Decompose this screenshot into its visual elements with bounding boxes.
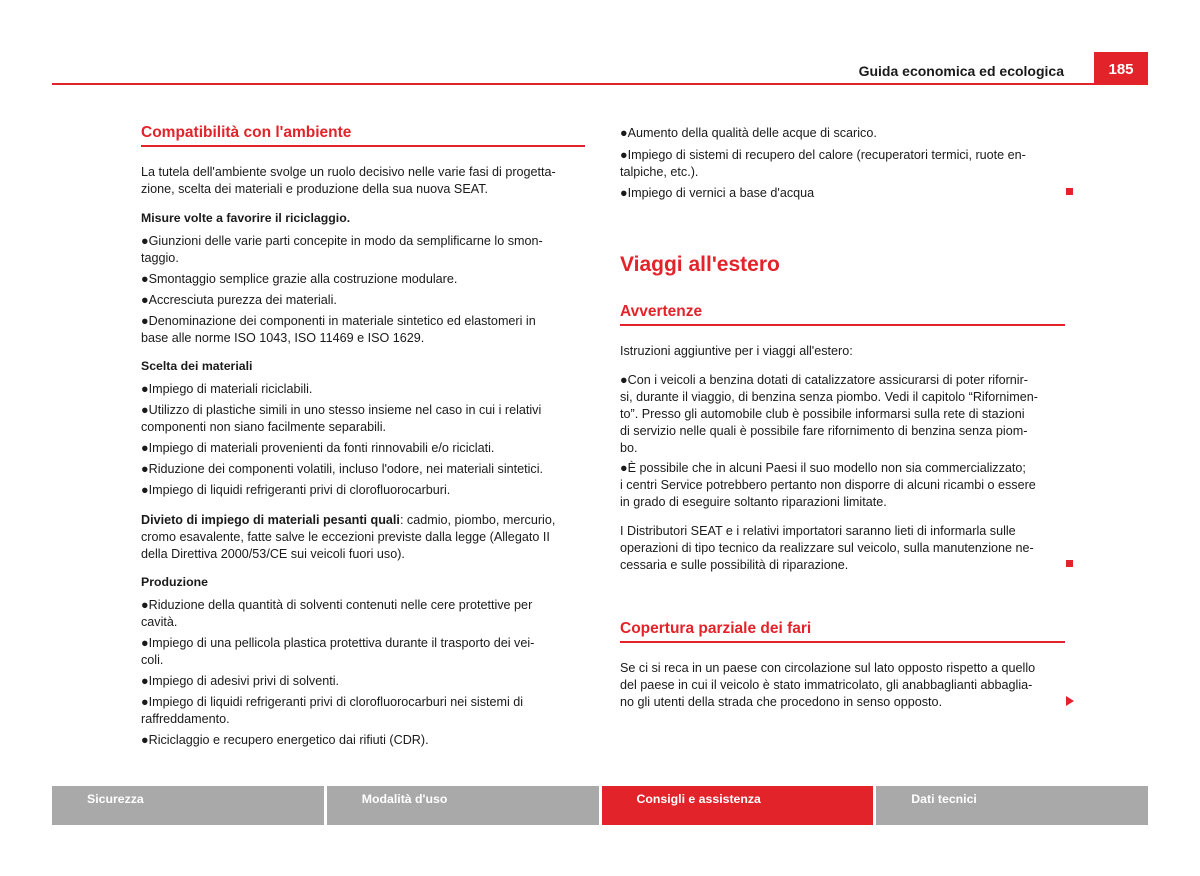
distributori-line: I Distributori SEAT e i relativi importatori saranno lieti di informarla sulle	[620, 524, 1016, 538]
distributori-line: operazioni di tipo tecnico da realizzare sul veicolo, sulla manutenzione ne-	[620, 541, 1034, 555]
divieto-line: cromo esavalente, fatte salve le eccezioni previste dalla legge (Allegato II	[141, 530, 550, 544]
chapter-title-viaggi: Viaggi all'estero	[620, 253, 780, 276]
list-item: ●Riduzione dei componenti volatili, incluso l'odore, nei materiali sintetici.	[141, 462, 544, 476]
list-item-cont: talpiche, etc.).	[620, 165, 699, 179]
list-item: ●Impiego di liquidi refrigeranti privi di clorofluorocarburi nei sistemi di	[141, 695, 524, 709]
list-item: ●Con i veicoli a benzina dotati di catalizzatore assicurarsi di poter rifornir-	[620, 373, 1028, 387]
subheading-materiali: Scelta dei materiali	[141, 359, 253, 373]
section-title-avvertenze: Avvertenze	[620, 303, 1065, 326]
list-item-cont: in grado di eseguire soltanto riparazioni limitate.	[620, 495, 887, 509]
footer-tabs	[52, 786, 1148, 825]
section-end-marker	[1066, 560, 1073, 567]
list-item: ●Smontaggio semplice grazie alla costruzione modulare.	[141, 272, 458, 286]
list-item: ●Impiego di adesivi privi di solventi.	[141, 674, 340, 688]
header-rule	[52, 83, 1148, 85]
page-number: 185	[1094, 52, 1148, 85]
list-item-cont: di servizio nelle quali è possibile fare rifornimento di benzina senza piom-	[620, 424, 1028, 438]
list-item: ●Impiego di materiali riciclabili.	[141, 382, 313, 396]
list-item-cont: base alle norme ISO 1043, ISO 11469 e ISO 1629.	[141, 331, 425, 345]
subheading-produzione: Produzione	[141, 575, 208, 589]
list-item: ●Aumento della qualità delle acque di scarico.	[620, 126, 877, 140]
distributori-line: cessaria e sulle possibilità di riparazione.	[620, 558, 849, 572]
subheading-riciclaggio: Misure volte a favorire il riciclaggio.	[141, 211, 351, 225]
tab-consigli-assistenza[interactable]: Consigli e assistenza	[602, 786, 874, 825]
divieto-line: della Direttiva 2000/53/CE sui veicoli fuori uso).	[141, 547, 405, 561]
list-item-cont: si, durante il viaggio, di benzina senza piombo. Vedi il capitolo “Rifornimen-	[620, 390, 1038, 404]
list-item-cont: taggio.	[141, 251, 179, 265]
divieto-paragraph: Divieto di impiego di materiali pesanti quali: cadmio, piombo, mercurio,	[141, 513, 556, 527]
list-item: ●Impiego di sistemi di recupero del calore (recuperatori termici, ruote en-	[620, 148, 1026, 162]
list-item: ●Impiego di liquidi refrigeranti privi di clorofluorocarburi.	[141, 483, 451, 497]
section-end-marker	[1066, 188, 1073, 195]
list-item-cont: i centri Service potrebbero pertanto non disporre di alcuni ricambi o essere	[620, 478, 1036, 492]
section-title-ambiente: Compatibilità con l'ambiente	[141, 124, 585, 147]
list-item: ●Utilizzo di plastiche simili in uno stesso insieme nel caso in cui i relativi	[141, 403, 542, 417]
list-item: ●Riduzione della quantità di solventi contenuti nelle cere protettive per	[141, 598, 533, 612]
tab-modalita-uso[interactable]: Modalità d'uso	[327, 786, 599, 825]
list-item-cont: coli.	[141, 653, 164, 667]
list-item: ●Impiego di materiali provenienti da fonti rinnovabili e/o riciclati.	[141, 441, 495, 455]
list-item-cont: to”. Presso gli automobile club è possibile informarsi sulla rete di stazioni	[620, 407, 1025, 421]
list-item: ●Impiego di vernici a base d'acqua	[620, 186, 815, 200]
list-item: ●Giunzioni delle varie parti concepite in modo da semplificarne lo smon-	[141, 234, 543, 248]
fari-line: no gli utenti della strada che procedono in senso opposto.	[620, 695, 943, 709]
tab-sicurezza[interactable]: Sicurezza	[52, 786, 324, 825]
list-item: ●È possibile che in alcuni Paesi il suo modello non sia commercializzato;	[620, 461, 1026, 475]
running-header-title: Guida economica ed ecologica	[858, 63, 1064, 79]
intro-line-2: zione, scelta dei materiali e produzione della sua nuova SEAT.	[141, 182, 488, 196]
continue-arrow-icon	[1066, 696, 1074, 706]
list-item-cont: cavità.	[141, 615, 178, 629]
list-item: ●Riciclaggio e recupero energetico dai rifiuti (CDR).	[141, 733, 429, 747]
section-title-fari: Copertura parziale dei fari	[620, 620, 1065, 643]
list-item-cont: raffreddamento.	[141, 712, 230, 726]
avvertenze-intro: Istruzioni aggiuntive per i viaggi all'estero:	[620, 344, 853, 358]
list-item-cont: bo.	[620, 441, 638, 455]
fari-line: del paese in cui il veicolo è stato immatricolato, gli anabbaglianti abbaglia-	[620, 678, 1033, 692]
list-item: ●Impiego di una pellicola plastica protettiva durante il trasporto dei vei-	[141, 636, 535, 650]
list-item: ●Accresciuta purezza dei materiali.	[141, 293, 337, 307]
list-item-cont: componenti non siano facilmente separabili.	[141, 420, 387, 434]
intro-line-1: La tutela dell'ambiente svolge un ruolo decisivo nelle varie fasi di progetta-	[141, 165, 556, 179]
list-item: ●Denominazione dei componenti in materiale sintetico ed elastomeri in	[141, 314, 536, 328]
tab-dati-tecnici[interactable]: Dati tecnici	[876, 786, 1148, 825]
fari-line: Se ci si reca in un paese con circolazione sul lato opposto rispetto a quello	[620, 661, 1036, 675]
